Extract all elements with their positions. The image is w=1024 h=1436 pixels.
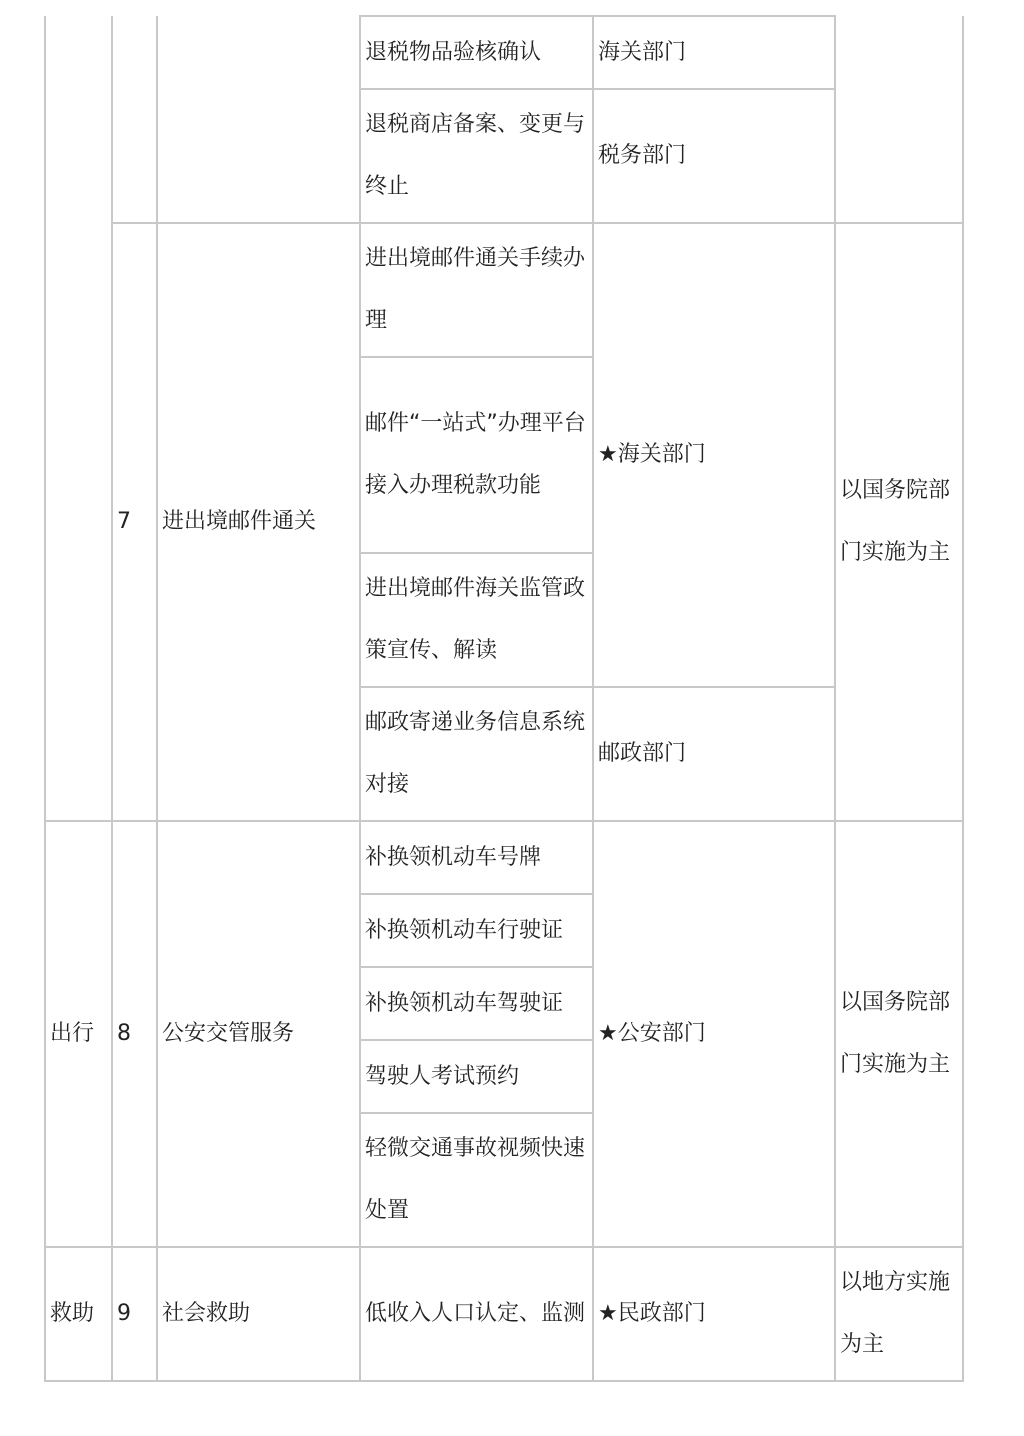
note-cell bbox=[835, 16, 963, 223]
dept-cell: 邮政部门 bbox=[593, 687, 835, 821]
category-cell: 救助 bbox=[45, 1247, 112, 1381]
number-cell: 9 bbox=[112, 1247, 157, 1381]
service-cell: 进出境邮件通关 bbox=[157, 223, 360, 821]
dept-cell: ★ 公安部门 bbox=[593, 821, 835, 1247]
category-cell bbox=[45, 16, 112, 821]
table-row bbox=[45, 1247, 963, 1381]
table-row bbox=[45, 16, 963, 89]
item-cell: 进出境邮件海关监管政策宣传、解读 bbox=[360, 553, 593, 687]
category-cell: 出行 bbox=[45, 821, 112, 1247]
number-cell bbox=[112, 16, 157, 223]
note-cell: 以国务院部门实施为主 bbox=[835, 223, 963, 821]
note-cell: 以国务院部门实施为主 bbox=[835, 821, 963, 1247]
item-cell: 进出境邮件通关手续办理 bbox=[360, 223, 593, 357]
item-cell: 退税物品验核确认 bbox=[360, 16, 593, 89]
service-cell: 社会救助 bbox=[157, 1247, 360, 1381]
number-cell: 8 bbox=[112, 821, 157, 1247]
dept-cell: 海关部门 bbox=[593, 16, 835, 89]
item-cell: 补换领机动车号牌 bbox=[360, 821, 593, 894]
item-cell: 驾驶人考试预约 bbox=[360, 1040, 593, 1113]
dept-cell: 税务部门 bbox=[593, 89, 835, 223]
item-cell: 轻微交通事故视频快速处置 bbox=[360, 1113, 593, 1247]
dept-cell: ★ 海关部门 bbox=[593, 223, 835, 687]
service-table bbox=[44, 15, 964, 1382]
item-cell: 补换领机动车行驶证 bbox=[360, 894, 593, 967]
item-cell: 补换领机动车驾驶证 bbox=[360, 967, 593, 1040]
dept-cell: ★ 民政部门 bbox=[593, 1247, 835, 1381]
table-row bbox=[45, 223, 963, 357]
service-cell: 公安交管服务 bbox=[157, 821, 360, 1247]
item-cell: 邮件“一站式”办理平台接入办理税款功能 bbox=[360, 357, 593, 553]
table-row bbox=[45, 821, 963, 894]
note-cell: 以地方实施为主 bbox=[835, 1247, 963, 1381]
item-cell: 低收入人口认定、监测 bbox=[360, 1247, 593, 1381]
item-cell: 退税商店备案、变更与终止 bbox=[360, 89, 593, 223]
service-cell bbox=[157, 16, 360, 223]
number-cell: 7 bbox=[112, 223, 157, 821]
item-cell: 邮政寄递业务信息系统对接 bbox=[360, 687, 593, 821]
